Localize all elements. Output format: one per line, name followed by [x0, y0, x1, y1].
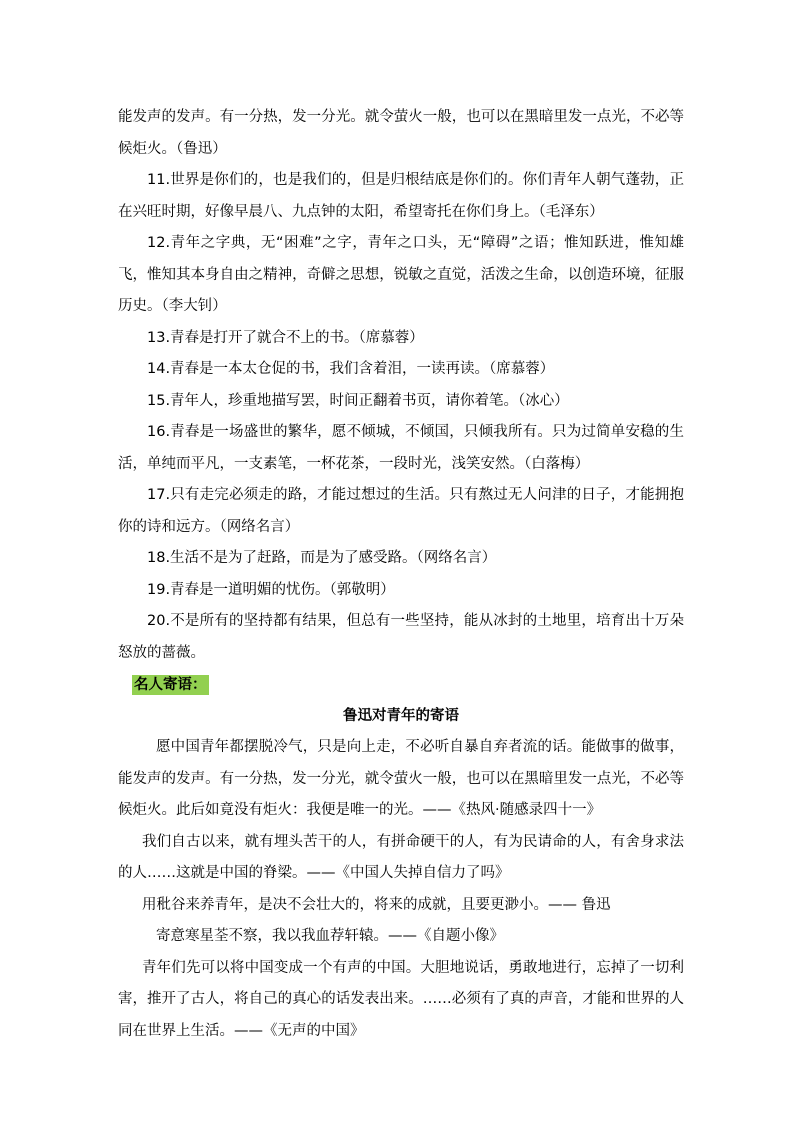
body-paragraph-2: 我们自古以来，就有埋头苦干的人，有拼命硬干的人，有为民请命的人，有舍身求法的人……这就是中国的脊梁。——《中国人失掉自信力了吗》 — [118, 833, 684, 881]
quote-17: 17.只有走完必须走的路，才能过想过的生活。只有熬过无人问津的日子，才能拥抱你的诗和远方。（网络名言） — [118, 487, 684, 535]
quote-20: 20.不是所有的坚持都有结果，但总有一些坚持，能从冰封的土地里，培育出十万朵怒放的蔷薇。 — [118, 613, 684, 661]
body-paragraph-3: 用秕谷来养青年，是决不会壮大的，将来的成就，且要更渺小。—— 鲁迅 — [142, 896, 611, 913]
paragraph-continuation: 能发声的发声。有一分热，发一分光。就令萤火一般，也可以在黑暗里发一点光，不必等候炬火。（鲁迅） — [118, 109, 684, 157]
quote-14: 14.青春是一本太仓促的书，我们含着泪，一读再读。（席慕蓉） — [147, 361, 555, 377]
section-label-highlight: 名人寄语： — [134, 676, 207, 693]
document-content — [118, 102, 684, 1047]
quote-18: 18.生活不是为了赶路，而是为了感受路。（网络名言） — [147, 550, 497, 566]
section-label-row — [118, 669, 684, 701]
document-title: 鲁迅对青年的寄语 — [343, 707, 459, 724]
quote-12: 12.青年之字典，无“困难”之字，青年之口头，无“障碍”之语；惟知跃进，惟知雄飞，惟知其本身自由之精神，奇僻之思想，锐敏之直觉，活泼之生命，以创造环境，征服历史。（李大钊） — [118, 235, 684, 314]
quote-13: 13.青春是打开了就合不上的书。（席慕蓉） — [147, 329, 424, 346]
body-paragraph-1: 愿中国青年都摆脱冷气，只是向上走，不必听自暴自弃者流的话。能做事的做事，能发声的发声。有一分热，发一分光，就令萤火一般，也可以在黑暗里发一点光，不必等候炬火。此后如竟没有炬火：我便是唯一的光。——《热风·随感录四十一》 — [118, 739, 684, 818]
quote-19: 19.青春是一道明媚的忧伤。（郭敬明） — [147, 581, 395, 598]
quote-11: 11.世界是你们的，也是我们的，但是归根结底是你们的。你们青年人朝气蓬勃，正在兴旺时期，好像早晨八、九点钟的太阳，希望寄托在你们身上。（毛泽东） — [118, 172, 684, 220]
body-paragraph-5: 青年们先可以将中国变成一个有声的中国。大胆地说话，勇敢地进行，忘掉了一切利害，推开了古人，将自己的真心的话发表出来。……必须有了真的声音，才能和世界的人同在世界上生活。——《无声的中国》 — [118, 959, 684, 1039]
quote-16: 16.青春是一场盛世的繁华，愿不倾城，不倾国，只倾我所有。只为过简单安稳的生活，单纯而平凡，一支素笔，一杯花茶，一段时光，浅笑安然。（白落梅） — [118, 424, 684, 472]
body-paragraph-4: 寄意寒星荃不察，我以我血荐轩辕。——《自题小像》 — [156, 928, 504, 944]
quote-15: 15.青年人，珍重地描写罢，时间正翻着书页，请你着笔。（冰心） — [147, 392, 569, 409]
